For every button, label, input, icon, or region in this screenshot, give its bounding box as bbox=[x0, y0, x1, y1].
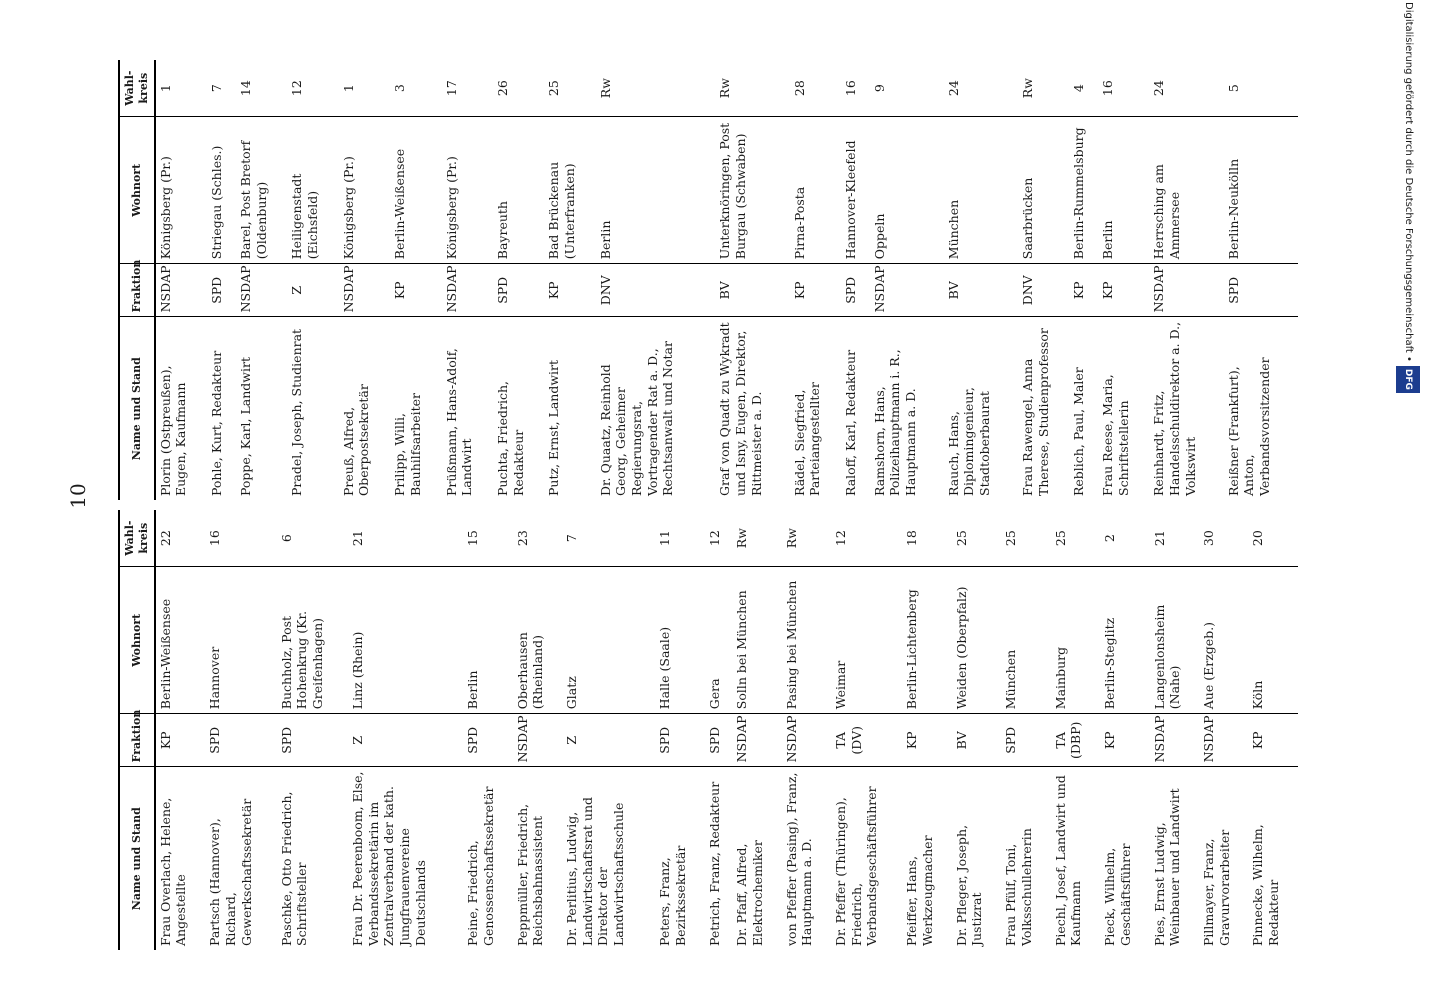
cell-district: 2 bbox=[1100, 510, 1149, 567]
right-table-body bbox=[155, 60, 1299, 500]
page-number: 10 bbox=[66, 483, 90, 509]
header-name: Name und Stand bbox=[119, 317, 155, 500]
footer-credit bbox=[1396, 2, 1420, 1002]
table-row bbox=[562, 510, 655, 950]
cell-place: Halle (Saale) bbox=[655, 567, 704, 714]
cell-district: 20 bbox=[1248, 510, 1298, 567]
cell-place: Königsberg (Pr.) bbox=[339, 117, 390, 264]
cell-district: 7 bbox=[207, 60, 236, 117]
cell-place: Hannover-Kleefeld bbox=[841, 117, 870, 264]
cell-name: Ramshorn, Hans, Polizeihauptmann i. R., Hauptmann a. D. bbox=[871, 349, 918, 496]
table-row bbox=[155, 60, 208, 500]
cell-place: Berlin bbox=[1098, 117, 1149, 264]
table-row bbox=[1018, 60, 1069, 500]
cell-district: Rw bbox=[1018, 60, 1069, 117]
cell-district: 12 bbox=[705, 510, 733, 567]
cell-name: Frau Rawengel, Anna Therese, Studienprofessor bbox=[1020, 328, 1051, 496]
header-party: Fraktion bbox=[119, 714, 155, 767]
cell-district: 26 bbox=[493, 60, 544, 117]
table-row bbox=[287, 60, 338, 500]
table-row bbox=[1248, 510, 1298, 950]
cell-name: Raloff, Karl, Redakteur bbox=[843, 349, 859, 496]
cell-district: Rw bbox=[732, 510, 781, 567]
cell-party: SPD bbox=[463, 714, 512, 767]
cell-name: Peine, Friedrich, Genossenschaftssekretär bbox=[465, 786, 496, 946]
cell-district: 16 bbox=[841, 60, 870, 117]
cell-place: Bad Brückenau (Unterfranken) bbox=[544, 117, 595, 264]
cell-party: BV bbox=[952, 714, 1001, 767]
cell-place: Königsberg (Pr.) bbox=[442, 117, 493, 264]
left-table-wrap bbox=[118, 510, 1298, 950]
cell-name: Petrich, Franz, Redakteur bbox=[706, 781, 722, 946]
cell-place: Berlin-Steglitz bbox=[1100, 567, 1149, 714]
cell-party: KP bbox=[1248, 714, 1298, 767]
cell-party: NSDAP bbox=[1199, 714, 1248, 767]
cell-district: 25 bbox=[544, 60, 595, 117]
right-header-row bbox=[119, 60, 155, 500]
cell-name: Dr. Quaatz, Reinhold Georg, Geheimer Regierungsrat, Vortragender Rat a. D., Rechtsanwalt und Notar bbox=[597, 341, 676, 496]
cell-place: Linz (Rhein) bbox=[348, 567, 463, 714]
cell-name: Putz, Ernst, Landwirt bbox=[546, 359, 562, 496]
cell-party: KP bbox=[390, 264, 441, 317]
cell-place: Striegau (Schles.) bbox=[207, 117, 236, 264]
cell-district: 25 bbox=[1001, 510, 1050, 567]
cell-district: 25 bbox=[1051, 510, 1100, 567]
cell-party: NSDAP bbox=[732, 714, 781, 767]
cell-place: Königsberg (Pr.) bbox=[155, 117, 208, 264]
table-row bbox=[1051, 510, 1100, 950]
cell-party: BV bbox=[944, 264, 1018, 317]
cell-place: Heiligenstadt (Eichsfeld) bbox=[287, 117, 338, 264]
cell-party: NSDAP bbox=[1149, 264, 1223, 317]
cell-name: Rauch, Hans, Diplomingenieur, Stadtoberbaurat bbox=[945, 387, 993, 496]
cell-name: Frau Reese, Maria, Schriftstellerin bbox=[1100, 374, 1131, 496]
header-district: Wahl-kreis bbox=[119, 60, 155, 117]
table-row bbox=[732, 510, 781, 950]
table-row bbox=[155, 510, 206, 950]
left-table-body bbox=[155, 510, 1299, 950]
cell-name: Frau Pfülf, Toni, Volksschullehrerin bbox=[1003, 828, 1034, 946]
cell-place: Pasing bei München bbox=[782, 567, 831, 714]
cell-party: SPD bbox=[1224, 264, 1298, 317]
cell-district: 1 bbox=[155, 60, 208, 117]
cell-party: SPD bbox=[841, 264, 870, 317]
cell-name: Prilipp, Willi, Bauhilfsarbeiter bbox=[392, 393, 423, 496]
cell-name: von Pfeffer (Pasing), Franz, Hauptmann a. D. bbox=[783, 772, 815, 946]
cell-district: 21 bbox=[1150, 510, 1199, 567]
cell-district: 5 bbox=[1224, 60, 1298, 117]
cell-party: SPD bbox=[1001, 714, 1050, 767]
cell-district: 24 bbox=[944, 60, 1018, 117]
cell-party: DNV bbox=[1018, 264, 1069, 317]
table-row bbox=[339, 60, 390, 500]
cell-district: 4 bbox=[1069, 60, 1098, 117]
table-row bbox=[841, 60, 870, 500]
cell-name: Poppe, Karl, Landwirt bbox=[237, 357, 253, 496]
table-row bbox=[205, 510, 276, 950]
footer-text: Digitalisierung gefördert durch die Deutsche Forschungsgemeinschaft • bbox=[1403, 2, 1414, 362]
table-row bbox=[390, 60, 441, 500]
cell-party: NSDAP bbox=[513, 714, 562, 767]
cell-name: Pradel, Joseph, Studienrat bbox=[289, 328, 305, 496]
cell-district: 7 bbox=[562, 510, 655, 567]
cell-name: Graf von Quadt zu Wykradt und Isny, Eugen, Direktor, Rittmeister a. D. bbox=[717, 322, 764, 496]
cell-district: 1 bbox=[339, 60, 390, 117]
cell-name: Dr. Pfleger, Joseph, Justizrat bbox=[953, 824, 985, 946]
cell-party: SPD bbox=[705, 714, 733, 767]
cell-place: Solln bei München bbox=[732, 567, 781, 714]
cell-place: Langenlonsheim (Nahe) bbox=[1150, 567, 1199, 714]
table-row bbox=[655, 510, 704, 950]
cell-district: 16 bbox=[1098, 60, 1149, 117]
cell-place: Mainburg bbox=[1051, 567, 1100, 714]
cell-name: Pohle, Kurt, Redakteur bbox=[209, 350, 225, 496]
cell-district: 9 bbox=[870, 60, 944, 117]
cell-district: 15 bbox=[463, 510, 512, 567]
cell-district: 16 bbox=[205, 510, 276, 567]
right-table-wrap bbox=[118, 60, 1298, 500]
cell-place: Berlin bbox=[596, 117, 716, 264]
cell-place: Herrsching am Ammersee bbox=[1149, 117, 1223, 264]
table-row bbox=[207, 60, 236, 500]
cell-name: Pinnecke, Wilhelm, Redakteur bbox=[1250, 824, 1281, 946]
cell-name: Reblich, Paul, Maler bbox=[1071, 367, 1087, 496]
cell-district: 12 bbox=[287, 60, 338, 117]
cell-district: 3 bbox=[390, 60, 441, 117]
header-place: Wohnort bbox=[119, 117, 155, 264]
cell-district: 24 bbox=[1149, 60, 1223, 117]
cell-party: SPD bbox=[205, 714, 276, 767]
cell-party: NSDAP bbox=[442, 264, 493, 317]
cell-place: Bayreuth bbox=[493, 117, 544, 264]
left-table bbox=[118, 510, 1298, 950]
cell-party: NSDAP bbox=[155, 264, 208, 317]
table-row bbox=[544, 60, 595, 500]
table-row bbox=[493, 60, 544, 500]
table-row bbox=[944, 60, 1018, 500]
cell-district: 12 bbox=[831, 510, 902, 567]
table-row bbox=[1150, 510, 1199, 950]
cell-name: Pieck, Wilhelm, Geschäftsführer bbox=[1102, 843, 1133, 946]
cell-party: KP bbox=[1098, 264, 1149, 317]
cell-district: 14 bbox=[236, 60, 287, 117]
cell-name: Partsch (Hannover), Richard, Gewerkschaftssekretär bbox=[207, 798, 254, 946]
cell-place: Pirna-Posta bbox=[790, 117, 841, 264]
cell-place: Berlin-Weißensee bbox=[155, 567, 206, 714]
cell-party: NSDAP bbox=[339, 264, 390, 317]
cell-place: Hannover bbox=[205, 567, 276, 714]
header-party: Fraktion bbox=[119, 264, 155, 317]
cell-party: NSDAP bbox=[870, 264, 944, 317]
table-row bbox=[277, 510, 348, 950]
cell-party: NSDAP bbox=[782, 714, 831, 767]
table-row bbox=[513, 510, 562, 950]
cell-place: Berlin-Neukölln bbox=[1224, 117, 1298, 264]
table-row bbox=[782, 510, 831, 950]
cell-party: TA (DBP) bbox=[1051, 714, 1100, 767]
table-row bbox=[790, 60, 841, 500]
cell-place: Oppeln bbox=[870, 117, 944, 264]
header-place: Wohnort bbox=[119, 567, 155, 714]
cell-name: Peters, Franz, Bezirkssekretär bbox=[657, 845, 688, 946]
cell-place: München bbox=[1001, 567, 1050, 714]
cell-name: Piechl, Josef, Landwirt und Kaufmann bbox=[1052, 775, 1084, 946]
cell-place: Köln bbox=[1248, 567, 1298, 714]
cell-name: Dr. Perlitius, Ludwig, Landwirtschaftsrat und Direktor der Landwirtschaftsschule bbox=[564, 796, 626, 946]
table-row bbox=[715, 60, 789, 500]
cell-party: Z bbox=[348, 714, 463, 767]
cell-party: SPD bbox=[655, 714, 704, 767]
table-row bbox=[1199, 510, 1248, 950]
table-row bbox=[1100, 510, 1149, 950]
table-row bbox=[236, 60, 287, 500]
table-row bbox=[1224, 60, 1298, 500]
cell-name: Pies, Ernst Ludwig, Weinbauer und Landwirt bbox=[1151, 788, 1183, 946]
cell-name: Pfeiffer, Hans, Werkzeugmacher bbox=[904, 835, 936, 946]
cell-district: 30 bbox=[1199, 510, 1248, 567]
table-row bbox=[1069, 60, 1098, 500]
cell-place: Gera bbox=[705, 567, 733, 714]
cell-party: KP bbox=[1100, 714, 1149, 767]
cell-party: NSDAP bbox=[236, 264, 287, 317]
cell-party: KP bbox=[544, 264, 595, 317]
cell-party: TA (DV) bbox=[831, 714, 902, 767]
cell-district: 6 bbox=[277, 510, 348, 567]
cell-district: 21 bbox=[348, 510, 463, 567]
cell-place: Berlin-Rummelsburg bbox=[1069, 117, 1098, 264]
cell-place: München bbox=[944, 117, 1018, 264]
cell-party: SPD bbox=[493, 264, 544, 317]
table-row bbox=[1001, 510, 1050, 950]
cell-party: Z bbox=[562, 714, 655, 767]
cell-name: Puchta, Friedrich, Redakteur bbox=[494, 381, 526, 496]
cell-place: Weiden (Oberpfalz) bbox=[952, 567, 1001, 714]
dfg-logo: DFG bbox=[1396, 366, 1420, 393]
cell-party: NSDAP bbox=[1150, 714, 1199, 767]
cell-name: Pillmayer, Franz, Gravurvorarbeiter bbox=[1200, 829, 1232, 946]
cell-place: Berlin bbox=[463, 567, 512, 714]
cell-place: Aue (Erzgeb.) bbox=[1199, 567, 1248, 714]
cell-name: Rädel, Siegfried, Parteiangestellter bbox=[791, 382, 823, 496]
cell-district: 25 bbox=[952, 510, 1001, 567]
cell-district: Rw bbox=[715, 60, 789, 117]
cell-district: 18 bbox=[902, 510, 951, 567]
cell-party: SPD bbox=[277, 714, 348, 767]
cell-party: KP bbox=[1069, 264, 1098, 317]
cell-party: SPD bbox=[207, 264, 236, 317]
table-row bbox=[705, 510, 733, 950]
table-row bbox=[902, 510, 951, 950]
cell-district: 23 bbox=[513, 510, 562, 567]
cell-place: Weimar bbox=[831, 567, 902, 714]
cell-party: Z bbox=[287, 264, 338, 317]
cell-name: Frau Dr. Peerenboom, Else, Verbandssekretärin im Zentralverband der kath. Jungfrauenvereine Deutschlands bbox=[350, 771, 428, 946]
left-header-row bbox=[119, 510, 155, 950]
cell-place: Unterknöringen, Post Burgau (Schwaben) bbox=[715, 117, 789, 264]
cell-name: Peppmüller, Friedrich, Reichsbahnassistent bbox=[514, 803, 546, 946]
cell-name: Frau Overlach, Helene, Angestellte bbox=[157, 797, 189, 946]
cell-party: KP bbox=[155, 714, 206, 767]
cell-name: Plorin (Ostpreußen), Eugen, Kaufmann bbox=[157, 365, 189, 496]
table-row bbox=[1149, 60, 1223, 500]
cell-party: KP bbox=[790, 264, 841, 317]
cell-name: Dr. Pfaff, Alfred, Elektrochemiker bbox=[734, 840, 765, 946]
cell-party: BV bbox=[715, 264, 789, 317]
cell-place: Buchholz, Post Hohenkrug (Kr. Greifenhagen) bbox=[277, 567, 348, 714]
cell-district: Rw bbox=[782, 510, 831, 567]
header-district: Wahl-kreis bbox=[119, 510, 155, 567]
cell-party: DNV bbox=[596, 264, 716, 317]
cell-place: Berlin-Lichtenberg bbox=[902, 567, 951, 714]
cell-party: KP bbox=[902, 714, 951, 767]
cell-name: Dr. Pfeffer (Thüringen), Friedrich, Verbandsgeschäftsführer bbox=[833, 786, 880, 946]
table-row bbox=[952, 510, 1001, 950]
table-row bbox=[831, 510, 902, 950]
cell-name: Preuß, Alfred, Oberpostsekretär bbox=[340, 384, 372, 496]
table-row bbox=[463, 510, 512, 950]
table-row bbox=[348, 510, 463, 950]
cell-district: 17 bbox=[442, 60, 493, 117]
cell-place: Glatz bbox=[562, 567, 655, 714]
cell-name: Paschke, Otto Friedrich, Schriftsteller bbox=[278, 791, 310, 946]
table-row bbox=[1098, 60, 1149, 500]
cell-place: Oberhausen (Rheinland) bbox=[513, 567, 562, 714]
header-name: Name und Stand bbox=[119, 767, 155, 950]
cell-name: Prüßmann, Hans-Adolf, Landwirt bbox=[443, 348, 475, 496]
table-row bbox=[442, 60, 493, 500]
cell-district: Rw bbox=[596, 60, 716, 117]
table-row bbox=[870, 60, 944, 500]
cell-place: Barel, Post Bretorf (Oldenburg) bbox=[236, 117, 287, 264]
cell-place: Berlin-Weißensee bbox=[390, 117, 441, 264]
cell-district: 11 bbox=[655, 510, 704, 567]
cell-place: Saarbrücken bbox=[1018, 117, 1069, 264]
cell-name: Reinhardt, Fritz, Handelsschuldirektor a. D., Volkswirt bbox=[1151, 321, 1198, 496]
cell-name: Reißner (Frankfurt), Anton, Verbandsvorsitzender bbox=[1225, 357, 1272, 496]
cell-district: 28 bbox=[790, 60, 841, 117]
right-table bbox=[118, 60, 1298, 500]
table-row bbox=[596, 60, 716, 500]
cell-district: 22 bbox=[155, 510, 206, 567]
